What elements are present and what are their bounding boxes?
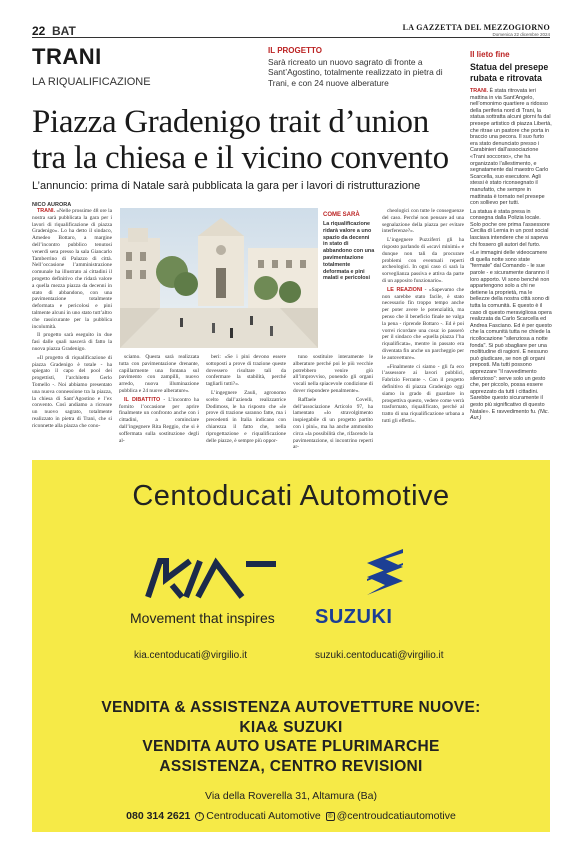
suzuki-email-link[interactable]: suzuki.centoducati@virgilio.it bbox=[315, 650, 444, 661]
ad-phone[interactable]: 080 314 2621 bbox=[126, 810, 191, 822]
sidebar-story bbox=[470, 24, 552, 454]
section-subhead: LE REAZIONI bbox=[387, 286, 423, 293]
publication-name: LA GAZZETTA DEL MEZZOGIORNO bbox=[402, 23, 550, 32]
article-column-5: cheologici con tutte le conseguenze del caso. Perché non pensare ad una segnalazione della piazza per evitare interferenze?». L’ingegnere Puzziferri gli ha risposto parlando di «scavi minimi» e dunque non tali da procurare problemi con eventuali reperti archeologici. In ogni caso ci sarà la sorveglianza passiva e attiva da parte di un apposito funzionario». LE REAZIONI - «Sapevamo che non sarebbe stato facile, è stato necessario fin troppo tempo anche per poter avere le potenzialità, ma penso che il beneficio finale ne valga la pena - riprende Bottaro -. Ed è poi vorrei ricordare una cosa: io passerò per il sindaco che «quella piazza l’ha riqualificata», mentre in passato era diventata fin anche un parcheggio per le autovetture». «Finalmente ci siamo - gli fa eco l’assessore ai lavori pubblici, Fabrizio Ferrante -. Con il progetto definitivo di piazza Gradenigo oggi siamo in grado di guardare in prospettiva questo, vedere come verrà trasformato, riqualificato, perché al tratto di una riqualificazione urbana a tutti gli effetti». bbox=[382, 208, 464, 424]
sidebar-title: Statua del presepe rubata e ritrovata bbox=[470, 62, 549, 83]
section-name: BAT bbox=[52, 24, 76, 38]
article-kicker: LA RIQUALIFICAZIONE bbox=[32, 76, 151, 88]
ad-brand-name: Centoducati Automotive bbox=[132, 480, 450, 512]
sidebar-signature: (Nic. Aur.) bbox=[470, 408, 550, 422]
photo-caption-heading: COME SARÀ bbox=[323, 212, 360, 218]
article-column-2: sciamo. Questa sarà realizzata tutta con pavimentazione drenante, capillarmente una fontana sul pavimento con zampilli, nuovo arredo, nuova illuminazione pubblica e 24 nuove alberature». IL DIBATTITO - L’incontro ha fornito l’occasione per aprire finalmente un confronto anche con i cittadini, a cominciare dall’ingegnere Rita Reggio, che si è soffermata sulla sostituzione degli al- bbox=[119, 354, 199, 444]
photo-caption: La riqualificazione ridarà valore a uno spazio da decenni in stato di abbandono con una pavimentazione totalmente deformata e pini malati e pericolosi bbox=[323, 221, 375, 282]
city-label: TRANI bbox=[32, 44, 102, 69]
facebook-icon: f bbox=[195, 812, 204, 821]
project-rendering-image bbox=[120, 208, 318, 348]
article-column-4: tuno sostituire interamente le alberature perché poi le più vecchie potrebbero venire giù all’improvviso, ponendo gli organi vocali nella spiacevole condizione di dover rispondere penalmente». Raffaele Covelli, dell’associazione Articolo 97, ha lamentato «lo stravolgimento inspiegabile di un progetto partito con i pini», ma ha anche ammonito circa «la possibilità che, rifacendo la pavimentazione, si incontrino reperti ar- bbox=[293, 354, 373, 450]
suzuki-wordmark: SUZUKI bbox=[315, 606, 393, 628]
ad-contacts bbox=[32, 810, 550, 822]
issue-date: Domenica 22 dicembre 2024 bbox=[492, 32, 550, 37]
article-column-3: beri: «Se i pini devono essere sottoposti a prove di trazione queste dovessero risultare tali da confermare la stabilità, perché tagliarli tutti?». L’ingegnere Zauli, agronomo scelto dall’azienda realizzatrice Dodimoss, le ha risposto che «le prove di trazione saranno fatte, ma i precedenti in Italia indicano con chiarezza il fatto che, nella riprogettazione e riqualificazione delle piazze, è sempre più oppor- bbox=[206, 354, 286, 444]
headline bbox=[32, 104, 472, 176]
ad-services: VENDITA & ASSISTENZA AUTOVETTURE NUOVE: KIA& SUZUKI VENDITA AUTO USATE PLURIMARCHE ASSISTENZA, CENTRO REVISIONI bbox=[101, 699, 481, 775]
section-subhead: IL DIBATTITO bbox=[124, 396, 161, 403]
kia-tagline: Movement that inspires bbox=[130, 610, 275, 626]
page-number: 22 bbox=[32, 24, 46, 38]
headline-line-2: tra la chiesa e il vicino convento bbox=[32, 140, 449, 176]
sidebox-heading: IL PROGETTO bbox=[268, 46, 322, 55]
sidebar-tag: Il lieto fine bbox=[470, 50, 510, 59]
ad-facebook[interactable]: Centroducati Automotive bbox=[206, 810, 321, 822]
kia-logo-icon bbox=[142, 555, 282, 608]
advertisement bbox=[32, 460, 550, 832]
headline-line-1: Piazza Gradenigo trait d’union bbox=[32, 104, 429, 140]
sidebar-dateline: TRANI. bbox=[470, 88, 488, 94]
ad-instagram[interactable]: @centroudcatiautomotive bbox=[336, 810, 456, 822]
suzuki-logo-icon bbox=[363, 547, 407, 602]
kia-email-link[interactable]: kia.centoducati@virgilio.it bbox=[134, 650, 247, 661]
sidebox-text: Sarà ricreato un nuovo sagrato di fronte a Sant’Agostino, totalmente realizzato in pietra di Trani, e con 24 nuove alberature bbox=[268, 57, 443, 88]
subheadline: L’annuncio: prima di Natale sarà pubblicata la gara per i lavori di ristrutturazione bbox=[32, 180, 421, 192]
ad-address: Via della Roverella 31, Altamura (Ba) bbox=[205, 790, 377, 802]
dateline: TRANI. bbox=[37, 208, 55, 214]
sidebar-body: TRANI. È stata ritrovata ieri mattina in via Sant’Angelo, nell’omonimo quartiere a ridosso della periferia nord di Trani, la statua sottratta alcuni giorni fa dal presepe artistico di piazza Libertà, che ritrae un pastore che porta in braccio una pecora. Il suo furto era stato denunciato presso i Carabinieri dall’associazione «Trani soccorso», che ha organizzato l’allestimento, e segnatamente dal maestro Carlo Scarcella, suo esecutore. Agli stessi è stato riconsegnato il manufatto, che sempre in mattinata è tornato nel presepe con sollievo per tutti. La statua è stata presa in consegna dalla Polizia locale. Solo poche ore prima l’assessore Cecilia di Lernia in un post social lasciava intendere che si sapeva chi fossero gli autori del furto. «Le immagini delle videocamere di quella notte sono state "fermate" dal Comando - le sue parole - e sicuramente daranno il loro apporto. Vi sono benché non appartengono solo a chi ne detiene la proprietà, ma le bellezze della nostra città sono di tutta la comunità. E questo è il caso di questo meravigliosa opera realizzata da Carlo Scarcella ed Andrea Fasciano. Ed è per questo che la comunità tutta ne chiede la ricollocazione "silenziosa a notte fonda". Si può sbagliare per una moltitudine di ragioni. E nessuno può giudicare, se non gli organi preposti. Ma tutti possono apprezzare "il ravvedimento silenzioso": serve solo un gesto che, per piccolo, possa essere apprezzato da tutti i cittadini. Sarebbe questo sicuramente il gesto più significativo di questo Natale». E ravvedimento fu. (Nic. Aur.) bbox=[470, 88, 552, 422]
article-column-1: TRANI. «Nelle prossime 48 ore la nostra sarà pubblicata la gara per i lavori di riqualificazione di piazza Gradenigo». Lo ha detto il sindaco, Amedeo Bottaro, a margine dell’incontro pubblico tenutosi venerdì sera presso la sala Giancarlo Tamberrino di Palazzo di città. Nell’occasione l’amministrazione comunale ha illustrato ai cittadini il progetto definitivo che ridarà valore a quella mezza piazza da decenni in stato di abbandono, con una pavimentazione totalmente deformata e pericolosi e pini talmente alcuni in uno stato tutt’altro che rassicurante per la pubblica incolumità. Il progetto sarà eseguito in due fasi dalle quali nascerà di fatto la nuova piazza Gradenigo. «Il progetto di riqualificazione di piazza Gradenigo è totale - ha spiegato il capo del pool dei progettisti, l’architetto Gerlo Tomello -. Noi abbiamo presentato una nuova connessione tra la piazza, la chiesa di Sant’Agostino e l’ex convento. Così andiamo a ricreare un nuovo sagrato, totalmente realizzato in pietra di Trani, che si riconnette alla piazza che cono- bbox=[32, 208, 112, 429]
instagram-icon: ◎ bbox=[327, 812, 333, 819]
byline: NICO AURORA bbox=[32, 202, 72, 208]
